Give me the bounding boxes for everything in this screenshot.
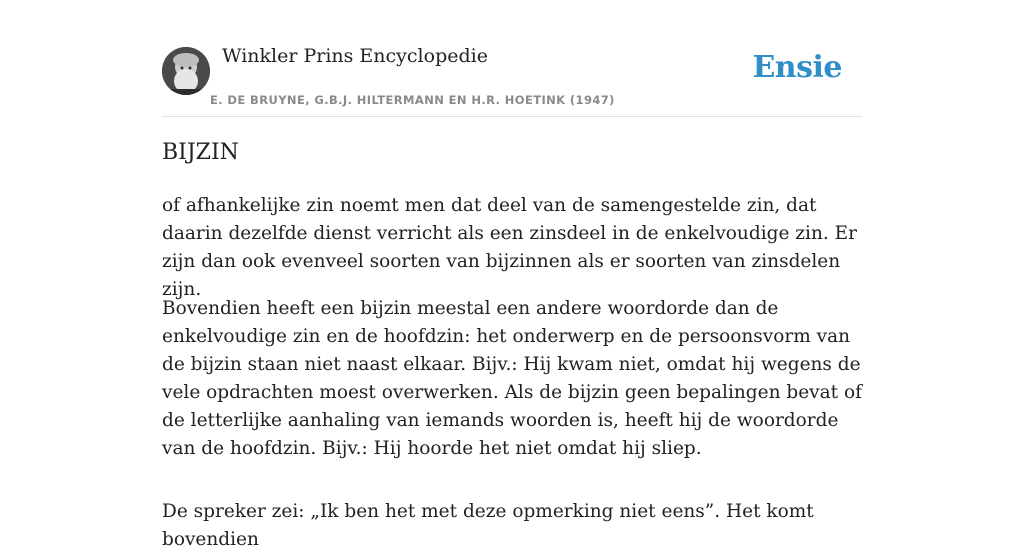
paragraph: of afhankelijke zin noemt men dat deel van de samengestelde zin, dat daarin dezelfde dienst verricht als een zinsdeel in de enkelvoudige zin. Er zijn dan ook evenveel soorten van bijzinnen als er soorten van zinsdelen zijn. — [162, 195, 857, 300]
source-header — [162, 0, 862, 117]
article-body — [162, 192, 862, 554]
source-title[interactable]: Winkler Prins Encyclopedie — [222, 45, 488, 67]
article-title: BIJZIN — [162, 140, 239, 165]
portrait-photo-icon — [162, 47, 210, 95]
page — [162, 0, 862, 550]
ensie-logo[interactable]: Ensie — [752, 50, 842, 85]
paragraph: Bovendien heeft een bijzin meestal een andere woordorde dan de enkelvoudige zin en de hoofdzin: het onderwerp en de persoonsvorm van de bijzin staan niet naast elkaar. Bijv.: Hij kwam niet, omdat hij wegens de vele opdrachten moest overwerken. Als de bijzin geen bepalingen bevat of de letterlijke aanhaling van iemands woorden is, heeft hij de woordorde van de hoofdzin. Bijv.: Hij hoorde het niet omdat hij sliep. — [162, 298, 862, 459]
paragraph: De spreker zei: „Ik ben het met deze opmerking niet eens”. Het komt bovendien — [162, 501, 814, 550]
source-authors: E. DE BRUYNE, G.B.J. HILTERMANN EN H.R. HOETINK (1947) — [210, 93, 615, 107]
